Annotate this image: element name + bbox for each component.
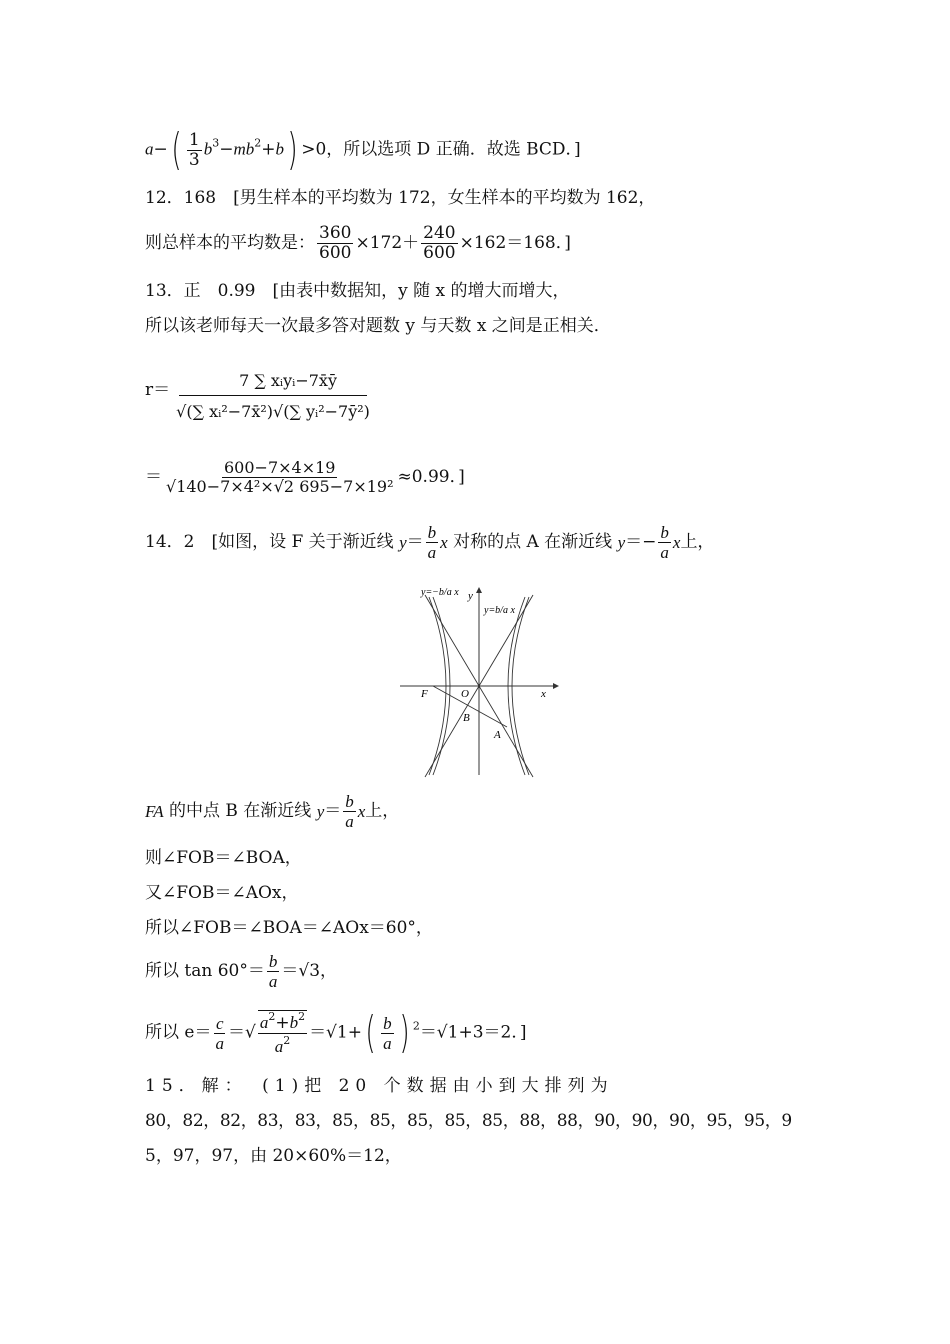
- q14-line1-prefix: 14．2 [如图，设 F 关于渐近线: [145, 532, 394, 552]
- q14-l3: 所以∠FOB＝∠BOA＝∠AOx＝60°，: [145, 918, 433, 938]
- q13-r-label: r＝: [145, 380, 171, 400]
- q13-line1: 13．正 0.99 [由表中数据知，y 随 x 的增大而增大，: [145, 281, 570, 301]
- q15-line3: 5，97，97，由 20×60%＝12，: [145, 1146, 402, 1166]
- q12-prefix: 则总样本的平均数是：: [145, 233, 315, 253]
- q12-frac1-den: 600: [319, 243, 352, 263]
- q14-l4-tail: ＝√3，: [281, 961, 338, 981]
- q13-eq-num: 600−7×4×19: [224, 458, 336, 477]
- q12-line1: 12．168 [男生样本的平均数为 172，女生样本的平均数为 162，: [145, 188, 656, 208]
- q12-frac2-num: 240: [423, 223, 456, 243]
- fig-label-pos: y=b/a x: [484, 605, 515, 616]
- q14-l2: 又∠FOB＝∠AOx，: [145, 883, 299, 903]
- q14-mid-text: 的中点 B 在渐近线: [168, 801, 312, 821]
- q12-frac2-den: 600: [423, 243, 456, 263]
- fig-pt-O: O: [461, 688, 469, 700]
- line-a-expression: a−( $\frac{1}{3}$ $b^3-mb^2+b) >0$，所以选项 D 正确．故选 BCD．]: [145, 124, 581, 175]
- q14-mid-line: FA 的中点 B 在渐近线 y＝ $\frac{b}{a}$ x上，: [145, 792, 400, 831]
- q13-r-num: 7 ∑ xᵢyᵢ−7x̄ȳ: [179, 355, 367, 396]
- line-a-tail: >0，所以选项 D 正确．故选 BCD．]: [301, 139, 581, 160]
- q12-mid: ×172＋: [355, 233, 420, 253]
- q14-line1-mid: 对称的点 A 在渐近线: [453, 532, 613, 552]
- q12-frac1-num: 360: [319, 223, 352, 243]
- q13-eq-formula: [145, 460, 465, 495]
- q14-l5-tail: ＝√1+3＝2．]: [419, 1022, 527, 1043]
- q14-l5-prefix: 所以 e＝: [145, 1022, 212, 1043]
- q13-line2: 所以该老师每天一次最多答对题数 y 与天数 x 之间是正相关．: [145, 316, 611, 336]
- q13-r-den: √(∑ xᵢ²−7x̄²)√(∑ yᵢ²−7ȳ²): [176, 402, 370, 421]
- hyperbola-figure: [395, 575, 565, 780]
- q13-r-formula: [145, 355, 376, 426]
- q14-line1: 14．2 [如图，设 F 关于渐近线 y＝ $\frac{b}{a}$ x 对称的点 A 在渐近线 y＝− $\frac{b}{a}$ x上，: [145, 523, 715, 562]
- fig-label-neg: y=−b/a x: [421, 587, 459, 598]
- q13-eq-prefix: ＝: [145, 467, 162, 487]
- q13-eq-den: √140−7×4²×√2 695−7×19²: [166, 477, 394, 496]
- q14-l4-prefix: 所以 tan 60°＝: [145, 961, 265, 981]
- q14-line1-tail: 上，: [680, 532, 715, 552]
- q15-line1: 15．解： (1)把 20 个数据由小到大排列为: [145, 1076, 614, 1096]
- fig-pt-A: A: [494, 729, 501, 741]
- q14-l5: 所以 e＝ $\frac{c}{a}$ ＝√ $\frac{a^2+b^2}{a^2}$ ＝√1+( $\frac{b}{a}$ ) $^2$＝√1+3＝2．]: [145, 1007, 527, 1058]
- q13-eq-tail: ≈0.99．]: [397, 467, 465, 487]
- q12-line2: [145, 225, 571, 262]
- fig-pt-F: F: [421, 688, 428, 700]
- fig-axis-y: y: [468, 590, 473, 602]
- q14-l4: 所以 tan 60°＝ $\frac{b}{a}$ ＝√3，: [145, 952, 338, 991]
- q12-tail: ×162＝168．]: [459, 233, 571, 253]
- q14-mid-tail: 上，: [365, 801, 400, 821]
- fig-pt-B: B: [463, 712, 470, 724]
- fig-axis-x: x: [541, 688, 546, 700]
- q15-line2: 80，82，82，83，83，85，85，85，85，85，88，88，90，90，90，95，95，9: [145, 1111, 792, 1131]
- q14-l1: 则∠FOB＝∠BOA，: [145, 848, 302, 868]
